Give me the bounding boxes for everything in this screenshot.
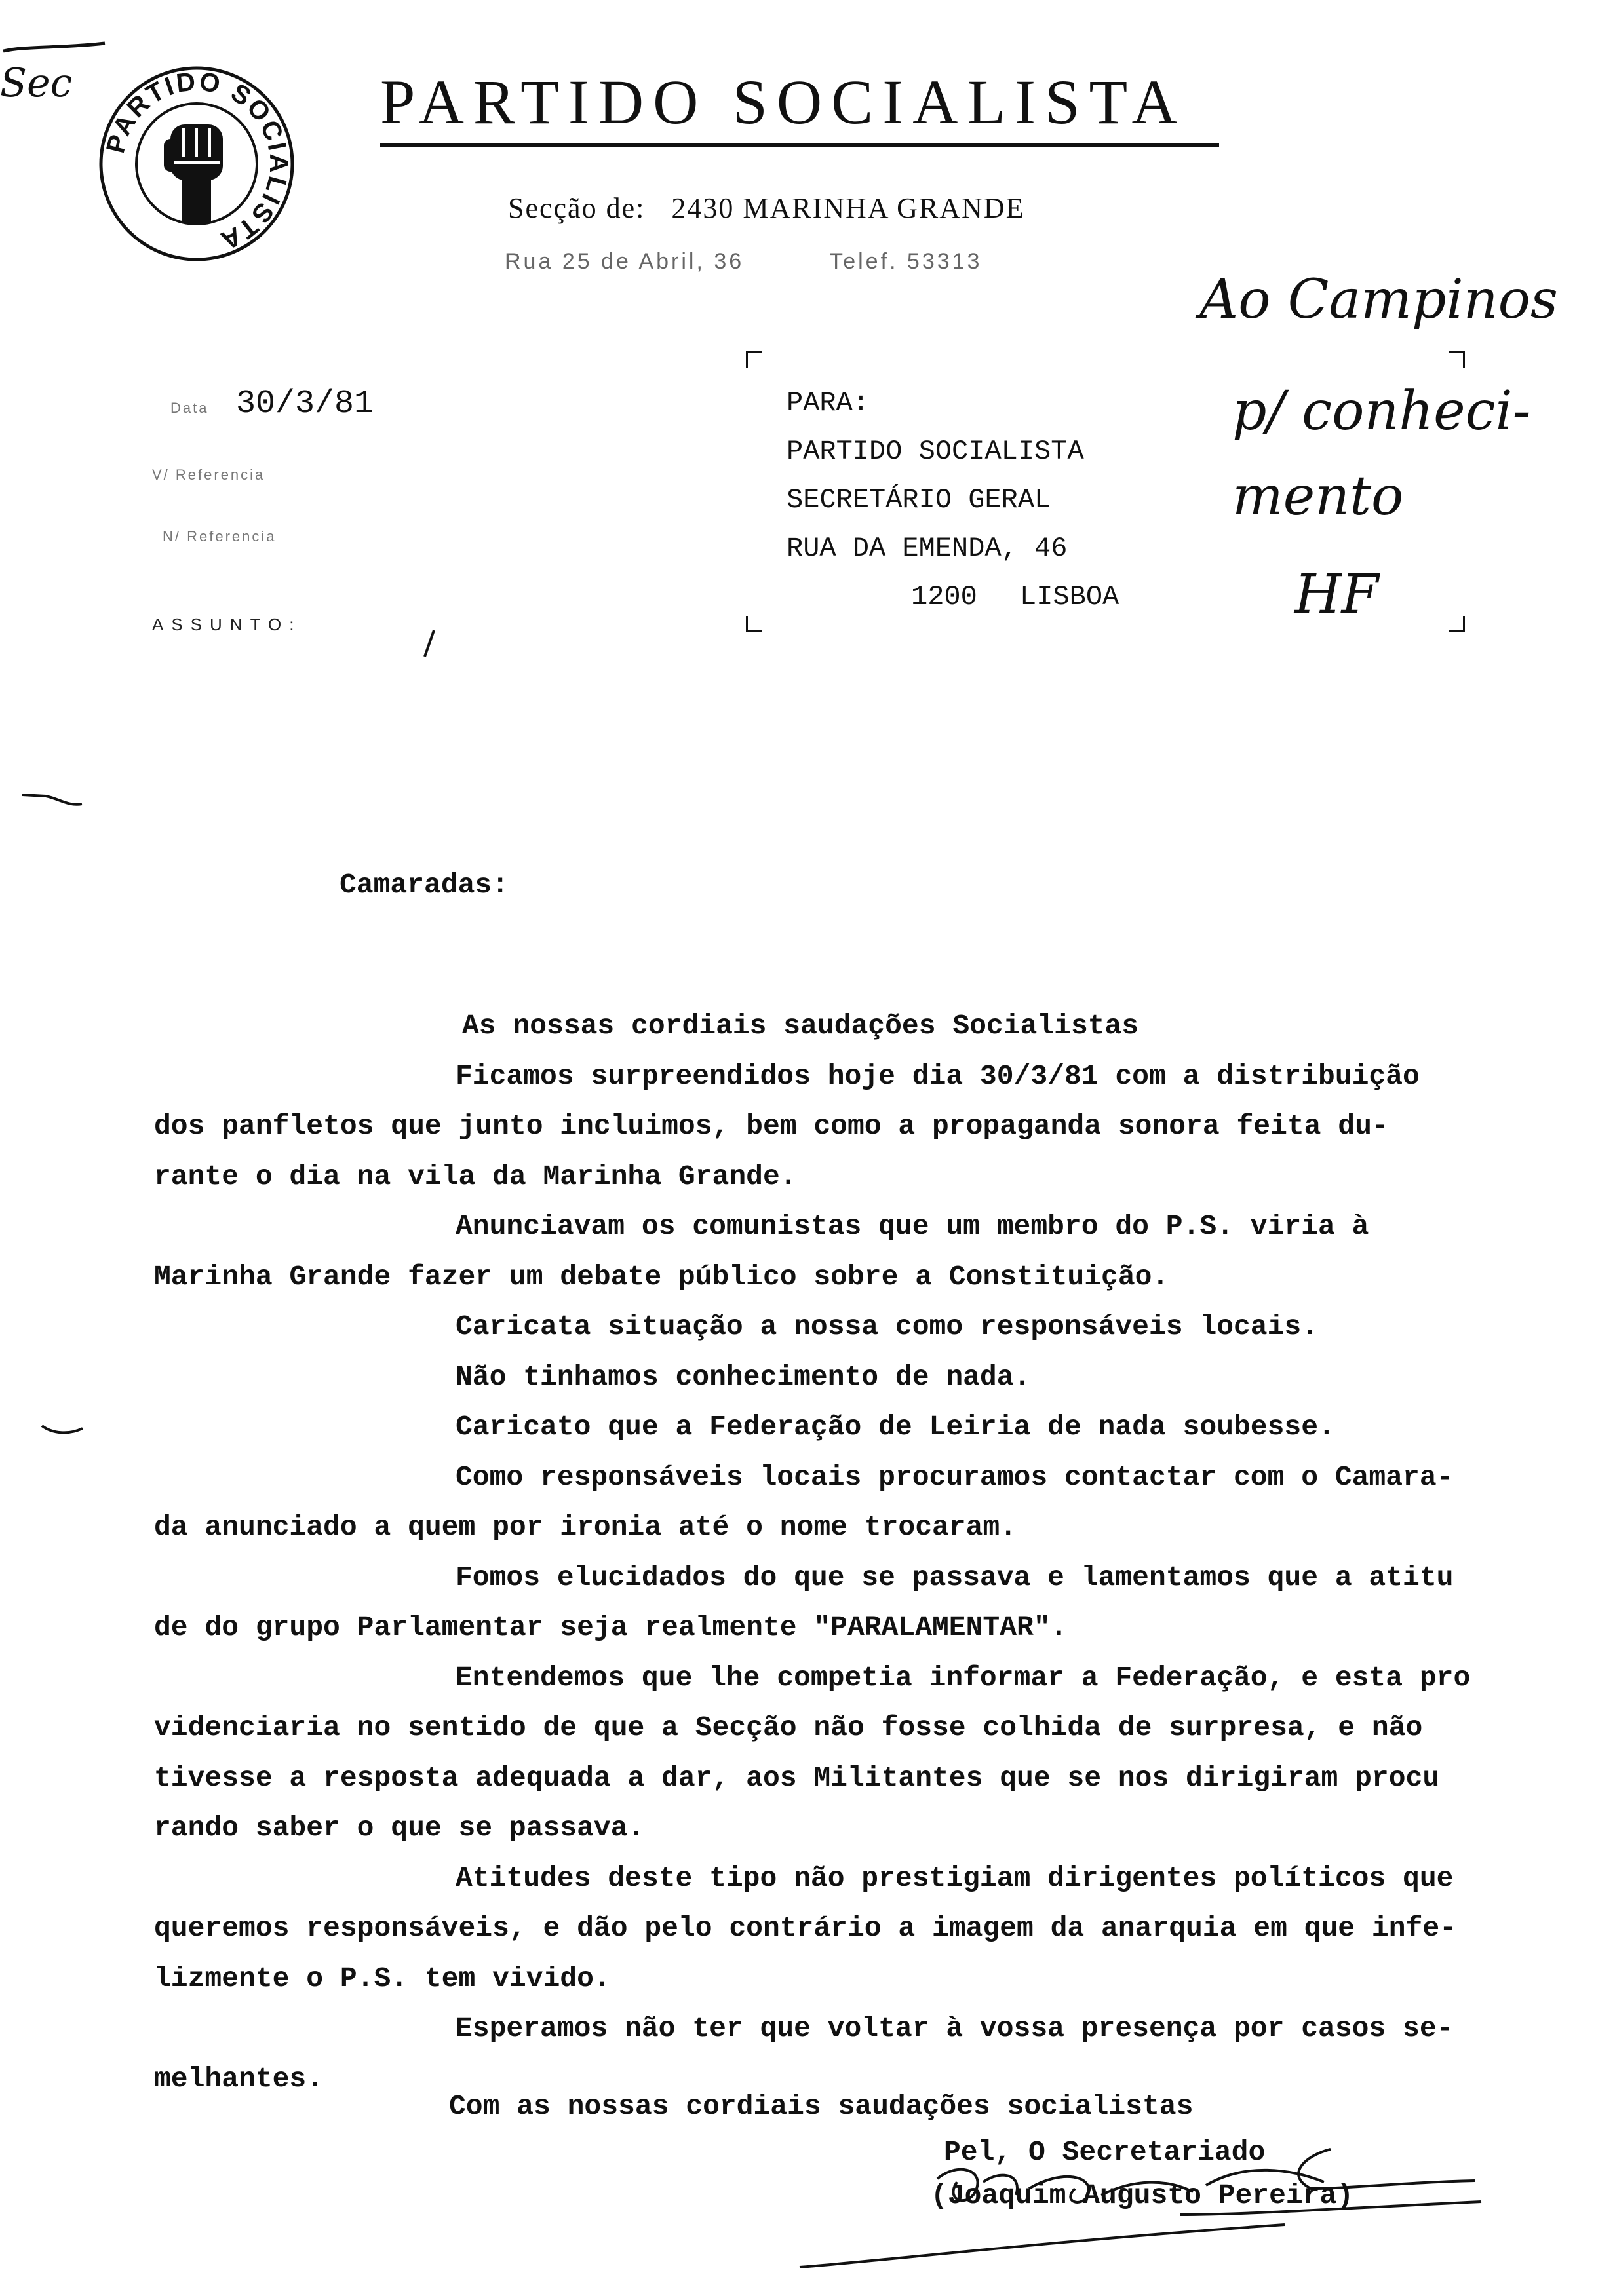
handwritten-note-line: p/ conheci- bbox=[1232, 380, 1531, 442]
addressee-line: 1200 LISBOA bbox=[911, 581, 1119, 613]
subject-tick-mark bbox=[419, 628, 439, 660]
body-line: da anunciado a quem por ironia até o nome trocaram. bbox=[154, 1511, 1017, 1543]
phone-number: Telef. 53313 bbox=[829, 249, 983, 274]
body-line: dos panfletos que junto incluimos, bem como a propaganda sonora feita du- bbox=[154, 1110, 1389, 1142]
n-reference-label: N/ Referencia bbox=[163, 528, 277, 545]
salutation: Camaradas: bbox=[340, 869, 509, 901]
body-line: Marinha Grande fazer um debate público sobre a Constituição. bbox=[154, 1260, 1169, 1293]
window-corner-tr bbox=[1449, 351, 1465, 368]
handwritten-signature bbox=[787, 2116, 1494, 2274]
body-line: rando saber o que se passava. bbox=[154, 1812, 645, 1844]
date-value: 30/3/81 bbox=[236, 385, 374, 423]
street-address: Rua 25 de Abril, 36 bbox=[505, 249, 745, 274]
body-line: queremos responsáveis, e dão pelo contrário a imagem da anarquia em que infe- bbox=[154, 1912, 1456, 1944]
closing-line: Com as nossas cordiais saudações socialistas bbox=[449, 2090, 1194, 2122]
letter-body bbox=[154, 1001, 1504, 2104]
addressee-line: SECRETÁRIO GERAL bbox=[787, 484, 1051, 516]
body-line: Caricato que a Federação de Leiria de nada soubesse. bbox=[456, 1411, 1335, 1443]
body-line: Entendemos que lhe competia informar a Federação, e esta pro bbox=[456, 1661, 1471, 1694]
signatory-name: (Joaquim Augusto Pereira) bbox=[931, 2179, 1354, 2211]
date-label: Data bbox=[170, 400, 209, 416]
body-line: Como responsáveis locais procuramos contactar com o Camara- bbox=[456, 1461, 1454, 1493]
body-line: Caricata situação a nossa como responsáveis locais. bbox=[456, 1311, 1319, 1343]
addressee-line: RUA DA EMENDA, 46 bbox=[787, 533, 1068, 564]
body-line: melhantes. bbox=[154, 2062, 324, 2095]
signoff-line: Pel, O Secretariado bbox=[944, 2136, 1266, 2168]
body-line: Atitudes deste tipo não prestigiam dirigentes políticos que bbox=[456, 1862, 1454, 1894]
body-line: As nossas cordiais saudações Socialistas bbox=[462, 1010, 1139, 1042]
body-line: Ficamos surpreendidos hoje dia 30/3/81 com a distribuição bbox=[456, 1060, 1420, 1092]
section-label: Secção de: bbox=[508, 192, 646, 224]
party-title: PARTIDO SOCIALISTA bbox=[380, 67, 1186, 137]
body-line: rante o dia na vila da Marinha Grande. bbox=[154, 1160, 797, 1193]
section-value: 2430 MARINHA GRANDE bbox=[671, 192, 1025, 224]
body-line: lizmente o P.S. tem vivido. bbox=[154, 1962, 611, 1995]
window-corner-tl bbox=[746, 351, 762, 368]
body-line: Fomos elucidados do que se passava e lamentamos que a atitu bbox=[456, 1561, 1454, 1594]
body-line: videnciaria no sentido de que a Secção não fosse colhida de surpresa, e não bbox=[154, 1712, 1423, 1744]
title-rule bbox=[380, 143, 1219, 147]
body-line: Não tinhamos conhecimento de nada. bbox=[456, 1360, 1031, 1393]
handwritten-initials: HF bbox=[1294, 564, 1379, 626]
addressee-block bbox=[787, 379, 1119, 621]
section-line bbox=[508, 191, 1024, 225]
margin-mark bbox=[20, 790, 85, 816]
window-corner-br bbox=[1449, 616, 1465, 632]
handwritten-note-line: Ao Campinos bbox=[1199, 269, 1559, 331]
body-line: de do grupo Parlamentar seja realmente "PARALAMENTAR". bbox=[154, 1611, 1068, 1643]
addressee-line: PARA: bbox=[787, 387, 870, 419]
body-line: Anunciavam os comunistas que um membro do P.S. viria à bbox=[456, 1210, 1369, 1242]
handwritten-note-line: mento bbox=[1232, 465, 1404, 527]
address-line bbox=[505, 249, 982, 275]
window-corner-bl bbox=[746, 616, 762, 632]
body-line: Esperamos não ter que voltar à vossa presença por casos se- bbox=[456, 2012, 1454, 2044]
corner-scribble bbox=[0, 39, 111, 59]
handwritten-corner-mark: Sec bbox=[0, 60, 73, 106]
v-reference-label: V/ Referencia bbox=[152, 467, 265, 483]
svg-text:PARTIDO SOCIALISTA: PARTIDO SOCIALISTA bbox=[101, 67, 294, 256]
addressee-line: PARTIDO SOCIALISTA bbox=[787, 436, 1084, 467]
party-logo bbox=[98, 66, 295, 262]
margin-mark bbox=[39, 1422, 85, 1442]
body-line: tivesse a resposta adequada a dar, aos Militantes que se nos dirigiram procu bbox=[154, 1761, 1440, 1794]
subject-label: ASSUNTO: bbox=[152, 615, 302, 634]
